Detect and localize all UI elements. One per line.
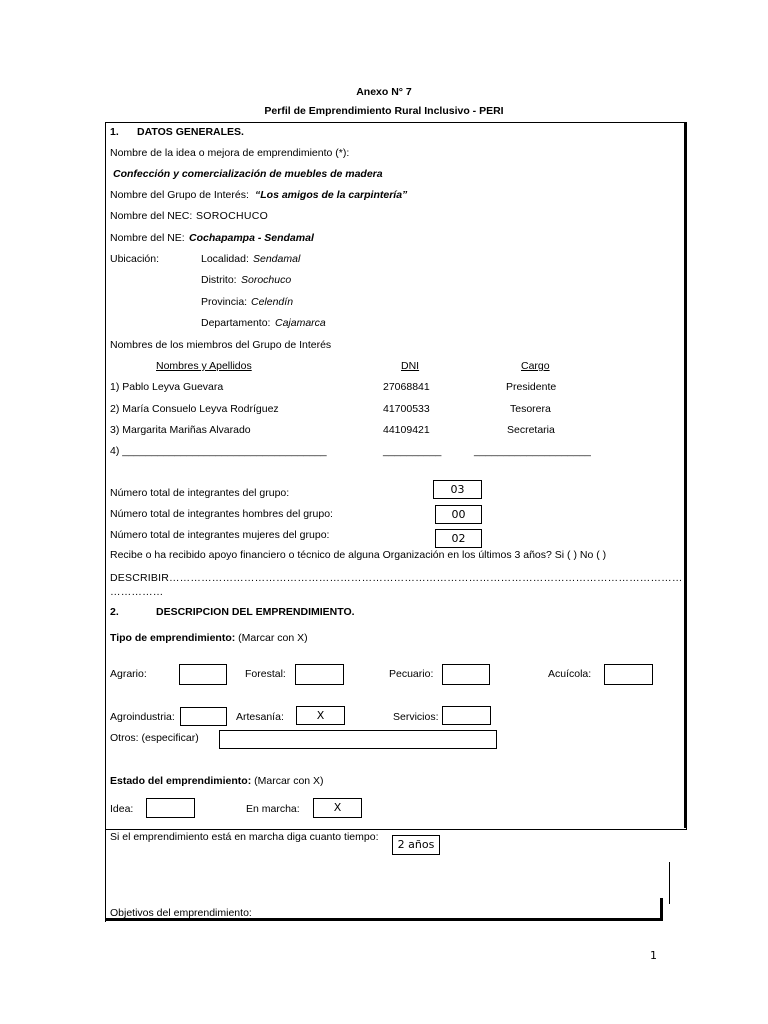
pecuario-label: Pecuario:: [389, 668, 434, 680]
document-title: Perfil de Emprendimiento Rural Inclusivo - PERI: [264, 105, 504, 117]
artesania-label: Artesanía:: [236, 711, 284, 723]
forestal-label: Forestal:: [245, 668, 286, 680]
section1-heading: DATOS GENERALES.: [137, 126, 244, 138]
ne-value: Cochapampa - Sendamal: [189, 232, 314, 244]
men-value-box: 00: [435, 505, 482, 524]
agrario-checkbox[interactable]: [179, 664, 227, 685]
tipo-row: [110, 632, 308, 644]
describir-continuation: ……………: [110, 586, 164, 598]
member-cargo: Presidente: [506, 381, 557, 393]
forestal-checkbox[interactable]: [295, 664, 344, 685]
objetivos-label: Objetivos del emprendimiento:: [110, 907, 252, 919]
nec-label: Nombre del NEC:: [110, 210, 193, 222]
frame-left-edge: [105, 828, 106, 922]
otros-input[interactable]: [219, 730, 497, 749]
women-label: Número total de integrantes mujeres del grupo:: [110, 529, 330, 541]
frame-right-line: [669, 862, 670, 904]
idea-value: Confección y comercialización de muebles de madera: [113, 168, 383, 180]
distrito-label: Distrito:: [201, 274, 237, 286]
member-name: 1) Pablo Leyva Guevara: [110, 381, 224, 393]
members-label: Nombres de los miembros del Grupo de Interés: [110, 339, 332, 351]
section2-heading: DESCRIPCION DEL EMPRENDIMIENTO.: [156, 606, 355, 618]
men-label: Número total de integrantes hombres del grupo:: [110, 508, 333, 520]
women-value-box: 02: [435, 529, 482, 548]
member-cargo: Tesorera: [510, 403, 551, 415]
artesania-checkbox[interactable]: X: [296, 706, 345, 725]
departamento-value: Cajamarca: [275, 317, 326, 329]
section1-number: 1.: [110, 126, 119, 138]
members-header-cargo: Cargo: [521, 360, 550, 372]
estado-label: Estado del emprendimiento:: [110, 775, 252, 787]
en-marcha-label: En marcha:: [246, 803, 300, 815]
frame-right-edge: [660, 898, 663, 921]
nec-value: SOROCHUCO: [196, 210, 269, 222]
localidad-value: Sendamal: [253, 253, 301, 265]
tipo-label: Tipo de emprendimiento:: [110, 632, 236, 644]
tiempo-label: Si el emprendimiento está en marcha diga cuanto tiempo:: [110, 831, 379, 843]
departamento-label: Departamento:: [201, 317, 271, 329]
member-blank-dni: __________: [383, 445, 442, 457]
members-header-name: Nombres y Apellidos: [156, 360, 252, 372]
member-blank-name: 4) ___________________________________: [110, 445, 327, 457]
tipo-hint: (Marcar con X): [238, 632, 308, 644]
annex-number: Anexo N° 7: [356, 86, 412, 98]
tiempo-value-box: 2 años: [392, 835, 440, 855]
servicios-label: Servicios:: [393, 711, 439, 723]
describir-line: DESCRIBIR………………………………………………………………………………………………………………………………: [110, 572, 683, 584]
en-marcha-checkbox[interactable]: X: [313, 798, 362, 818]
member-name: 2) María Consuelo Leyva Rodríguez: [110, 403, 279, 415]
otros-label: Otros: (especificar): [110, 732, 199, 744]
localidad-label: Localidad:: [201, 253, 249, 265]
member-dni: 41700533: [383, 403, 430, 415]
provincia-value: Celendín: [251, 296, 294, 308]
group-value: “Los amigos de la carpintería”: [255, 189, 408, 201]
member-cargo: Secretaria: [507, 424, 555, 436]
idea-label: Nombre de la idea o mejora de emprendimiento (*):: [110, 147, 350, 159]
member-blank-cargo: ____________________: [474, 445, 591, 457]
servicios-checkbox[interactable]: [442, 706, 491, 725]
members-header-dni: DNI: [401, 360, 420, 372]
page-number: 1: [650, 949, 657, 962]
acuicola-checkbox[interactable]: [604, 664, 653, 685]
estado-row: [110, 775, 324, 787]
member-dni: 44109421: [383, 424, 430, 436]
estado-hint: (Marcar con X): [254, 775, 324, 787]
support-question: Recibe o ha recibido apoyo financiero o técnico de alguna Organización en los últimos 3 años? Si ( ) No ( ): [110, 549, 607, 561]
section2-number: 2.: [110, 606, 119, 618]
distrito-value: Sorochuco: [241, 274, 292, 286]
ubicacion-label: Ubicación:: [110, 253, 160, 265]
pecuario-checkbox[interactable]: [442, 664, 490, 685]
total-label: Número total de integrantes del grupo:: [110, 487, 290, 499]
member-name: 3) Margarita Mariñas Alvarado: [110, 424, 251, 436]
provincia-label: Provincia:: [201, 296, 248, 308]
total-value-box: 03: [433, 480, 482, 499]
agroindustria-label: Agroindustria:: [110, 711, 175, 723]
group-label: Nombre del Grupo de Interés:: [110, 189, 249, 201]
agrario-label: Agrario:: [110, 668, 147, 680]
agroindustria-checkbox[interactable]: [180, 707, 227, 726]
acuicola-label: Acuícola:: [548, 668, 592, 680]
idea-checkbox[interactable]: [146, 798, 195, 818]
ne-label: Nombre del NE:: [110, 232, 185, 244]
frame-right-thick: [684, 122, 686, 828]
member-dni: 27068841: [383, 381, 430, 393]
idea-option-label: Idea:: [110, 803, 134, 815]
